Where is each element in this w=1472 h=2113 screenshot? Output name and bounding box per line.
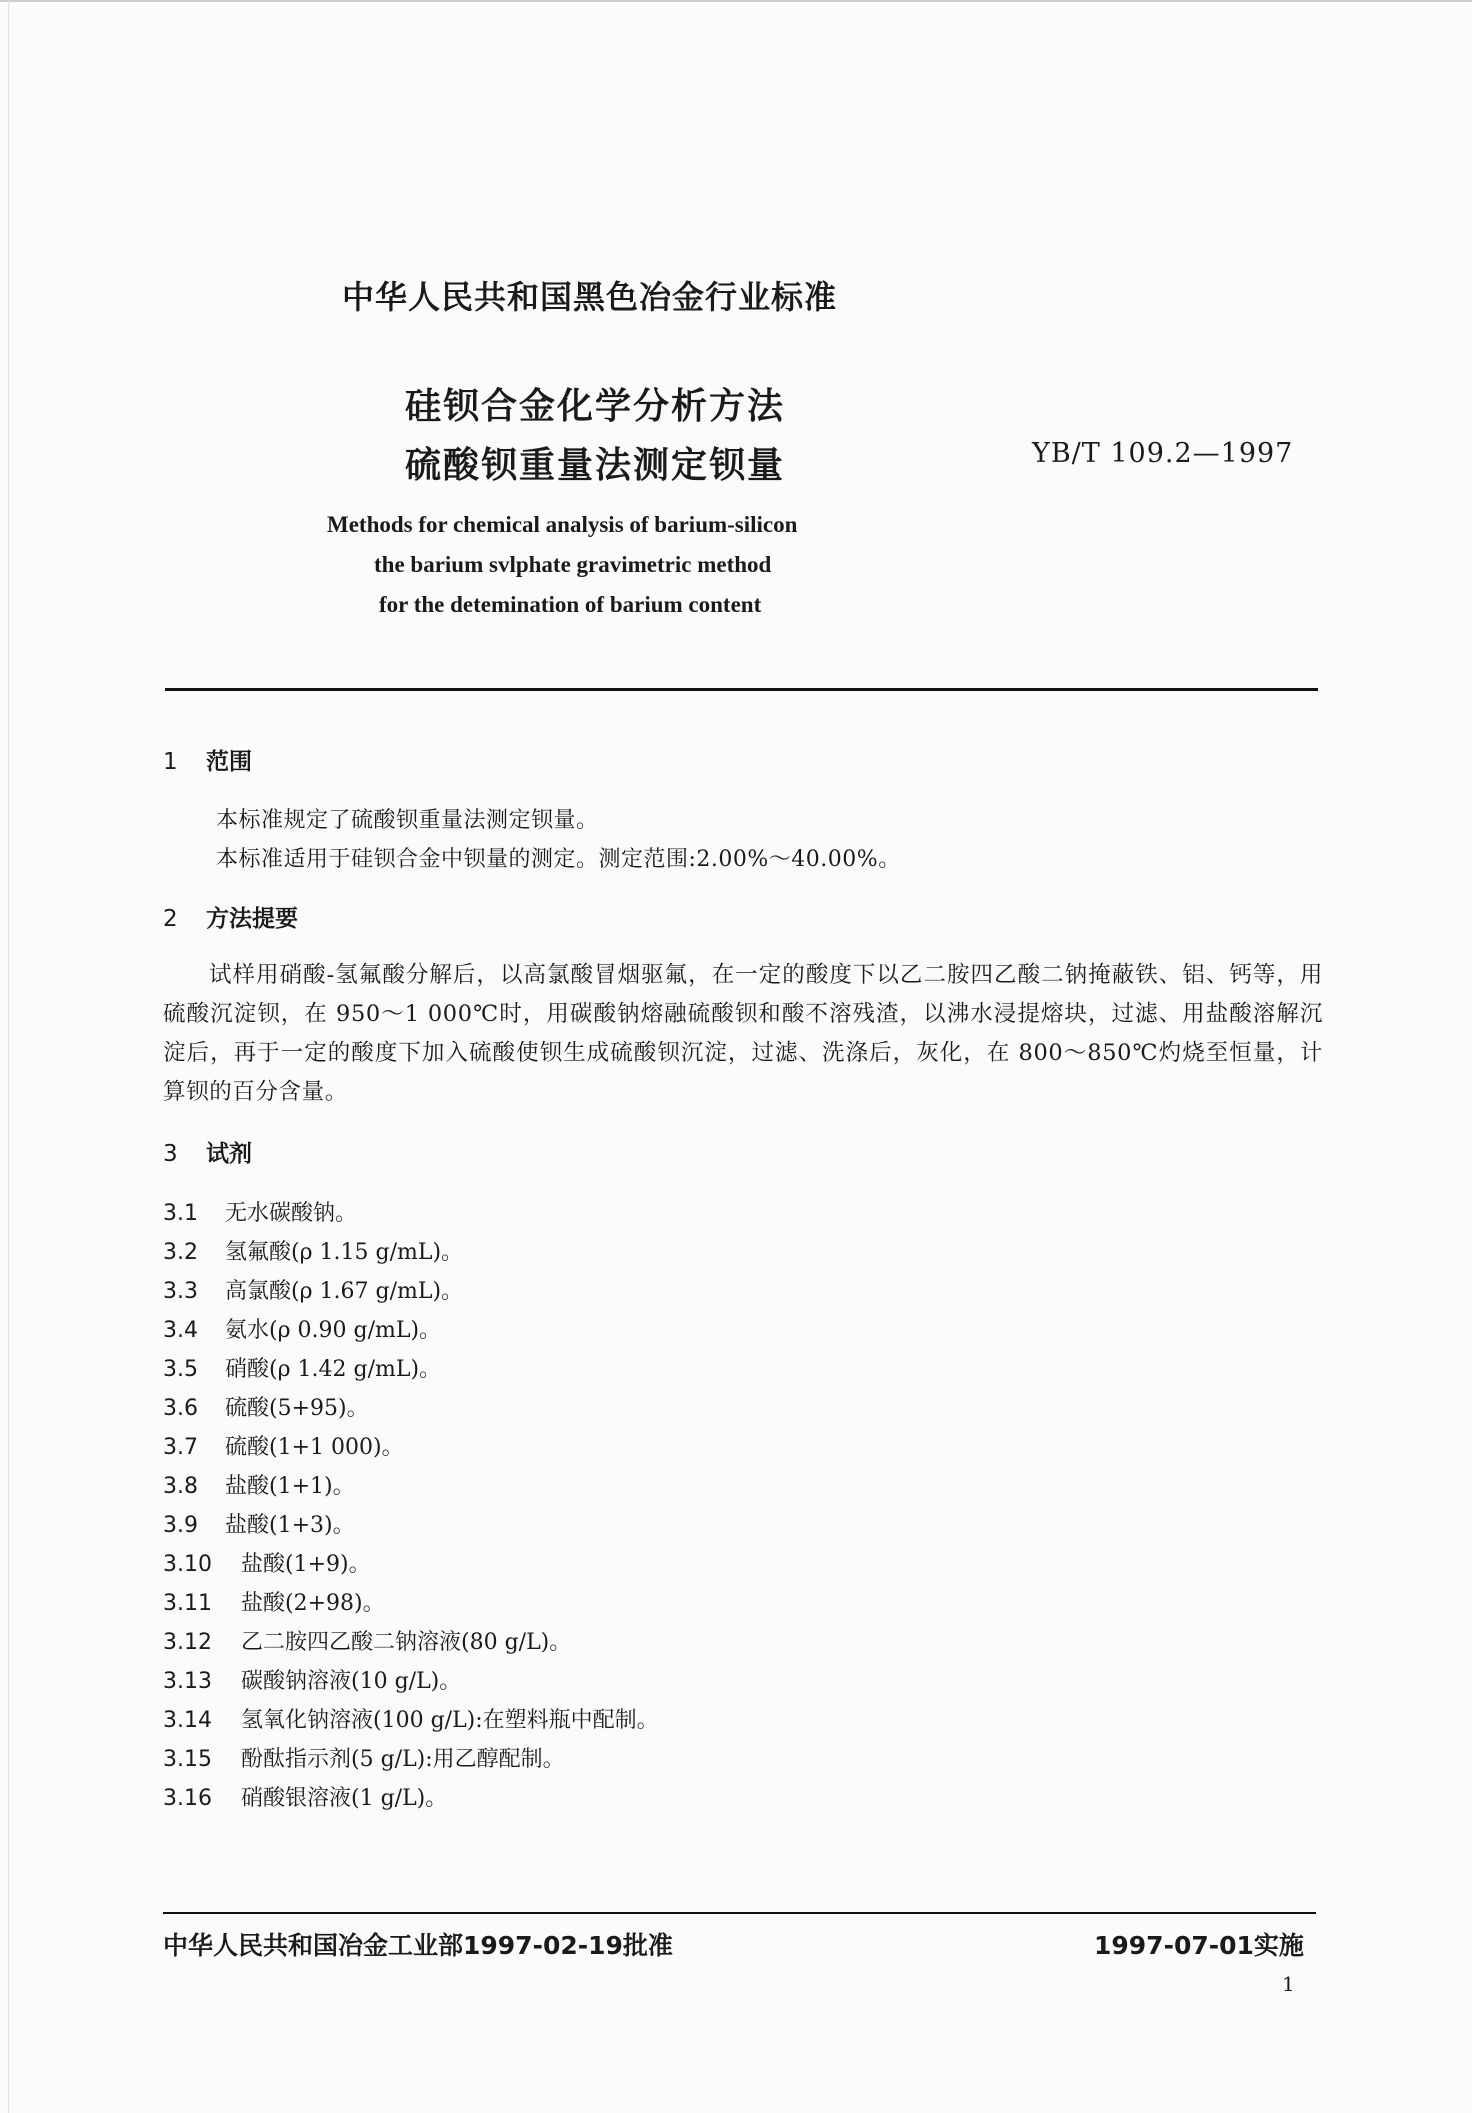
reagent-number: 3.1 <box>163 1201 198 1226</box>
reagent-text: 高氯酸(ρ 1.67 g/mL)。 <box>225 1279 464 1304</box>
reagent-number: 3.3 <box>163 1279 198 1304</box>
standard-code: YB/T 109.2—1997 <box>1032 438 1294 469</box>
reagent-number: 3.2 <box>163 1240 198 1265</box>
industry-standard-label: 中华人民共和国黑色冶金行业标准 <box>342 278 838 316</box>
reagent-number: 3.6 <box>163 1396 198 1421</box>
section-title: 试剂 <box>206 1141 252 1167</box>
header-divider <box>165 688 1318 691</box>
reagent-text: 酚酞指示剂(5 g/L):用乙醇配制。 <box>241 1747 565 1772</box>
english-title-line-2: the barium svlphate gravimetric method <box>374 552 772 577</box>
reagent-text: 盐酸(1+3)。 <box>225 1513 355 1538</box>
reagent-number: 3.7 <box>163 1435 198 1460</box>
reagent-item <box>163 1781 447 1812</box>
reagent-text: 氢氟酸(ρ 1.15 g/mL)。 <box>225 1240 464 1265</box>
reagent-text: 氢氧化钠溶液(100 g/L):在塑料瓶中配制。 <box>241 1708 659 1733</box>
reagent-number: 3.13 <box>163 1669 212 1694</box>
reagent-item <box>163 1586 385 1617</box>
reagent-item <box>163 1430 404 1461</box>
reagent-text: 硝酸(ρ 1.42 g/mL)。 <box>225 1357 442 1382</box>
reagent-item <box>163 1469 355 1500</box>
reagent-item <box>163 1352 441 1383</box>
reagent-number: 3.4 <box>163 1318 198 1343</box>
reagent-item <box>163 1508 355 1539</box>
reagent-number: 3.16 <box>163 1786 212 1811</box>
english-title-line-3: for the detemination of barium content <box>379 592 762 617</box>
section-title: 方法提要 <box>206 906 298 932</box>
approval-line: 中华人民共和国冶金工业部1997-02-19批准 <box>163 1931 673 1960</box>
section-number: 3 <box>163 1141 178 1167</box>
reagent-item <box>163 1742 565 1773</box>
reagent-text: 碳酸钠溶液(10 g/L)。 <box>241 1669 462 1694</box>
reagent-number: 3.14 <box>163 1708 212 1733</box>
scope-paragraph: 本标准适用于硅钡合金中钡量的测定。测定范围:2.00%～40.00%。 <box>216 847 901 872</box>
section-heading <box>163 900 298 933</box>
scan-edge <box>0 0 1472 2</box>
section-heading <box>163 743 252 776</box>
reagent-item <box>163 1274 463 1305</box>
reagent-text: 盐酸(1+1)。 <box>225 1474 355 1499</box>
reagent-item <box>163 1235 463 1266</box>
reagent-item <box>163 1391 369 1422</box>
footer-divider <box>163 1912 1316 1914</box>
reagent-text: 乙二胺四乙酸二钠溶液(80 g/L)。 <box>241 1630 572 1655</box>
reagent-number: 3.12 <box>163 1630 212 1655</box>
reagent-item <box>163 1196 357 1227</box>
reagent-text: 盐酸(2+98)。 <box>241 1591 385 1616</box>
reagent-item <box>163 1547 371 1578</box>
title-line-2: 硫酸钡重量法测定钡量 <box>405 445 786 486</box>
reagent-item <box>163 1625 571 1656</box>
scope-paragraph: 本标准规定了硫酸钡重量法测定钡量。 <box>216 808 599 833</box>
reagent-text: 硫酸(5+95)。 <box>225 1396 369 1421</box>
reagent-number: 3.10 <box>163 1552 212 1577</box>
reagent-item <box>163 1313 441 1344</box>
reagent-text: 硝酸银溶液(1 g/L)。 <box>241 1786 448 1811</box>
reagent-number: 3.5 <box>163 1357 198 1382</box>
reagent-text: 无水碳酸钠。 <box>225 1201 358 1226</box>
section-heading <box>163 1135 252 1168</box>
reagent-number: 3.9 <box>163 1513 198 1538</box>
reagent-number: 3.11 <box>163 1591 212 1616</box>
effective-date: 1997-07-01实施 <box>1094 1931 1304 1960</box>
reagent-text: 盐酸(1+9)。 <box>241 1552 371 1577</box>
page-number: 1 <box>1282 1972 1295 1996</box>
section-number: 2 <box>163 906 178 932</box>
section-number: 1 <box>163 749 178 775</box>
reagent-item <box>163 1703 659 1734</box>
reagent-number: 3.15 <box>163 1747 212 1772</box>
title-line-1: 硅钡合金化学分析方法 <box>405 386 786 427</box>
reagent-text: 硫酸(1+1 000)。 <box>225 1435 404 1460</box>
reagent-number: 3.8 <box>163 1474 198 1499</box>
method-summary-paragraph: 试样用硝酸-氢氟酸分解后，以高氯酸冒烟驱氟，在一定的酸度下以乙二胺四乙酸二钠掩蔽铁、铝、钙等，用硫酸沉淀钡，在 950～1 000℃时，用碳酸钠熔融硫酸钡和酸不溶残渣，以沸水浸提熔块，过滤、用盐酸溶解沉淀后，再于一定的酸度下加入硫酸使钡生成硫酸钡沉淀，过滤、洗涤后，灰化，在 800～850℃灼烧至恒量，计算钡的百分含量。 <box>163 962 1323 1105</box>
english-title-line-1: Methods for chemical analysis of barium-silicon <box>327 512 798 537</box>
scan-edge <box>8 0 9 2113</box>
reagent-text: 氨水(ρ 0.90 g/mL)。 <box>225 1318 442 1343</box>
section-title: 范围 <box>206 749 252 775</box>
reagent-item <box>163 1664 461 1695</box>
